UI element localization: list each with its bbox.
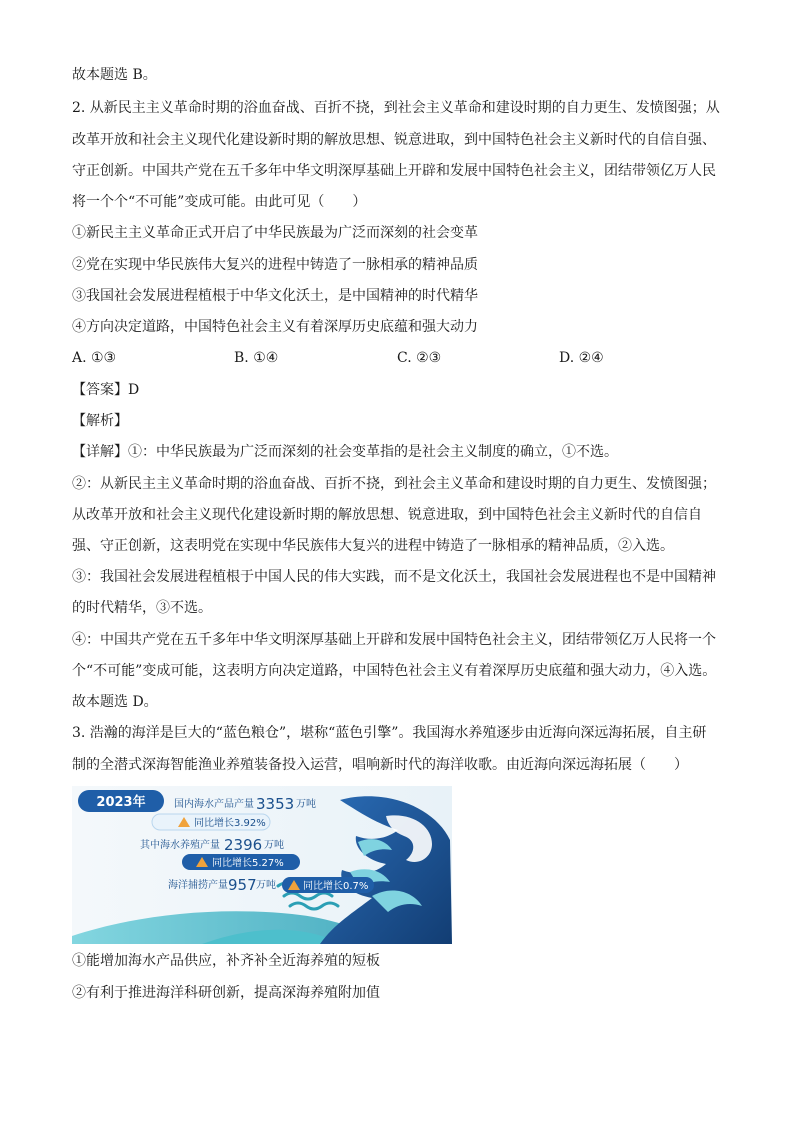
- option-a: A. ①③: [72, 350, 117, 366]
- detail-4: ④：中国共产党在五千多年中华文明深厚基础上开辟和发展中国特色社会主义，团结带领亿万人民将一个: [72, 632, 716, 648]
- answer: 【答案】D: [72, 382, 140, 398]
- detail-1: 【详解】①：中华民族最为广泛而深刻的社会变革指的是社会主义制度的确立，①不选。: [72, 444, 618, 460]
- detail-3: ③：我国社会发展进程植根于中国人民的伟大实践，而不是文化沃土，我国社会发展进程也不是中国精神: [72, 569, 716, 585]
- statement-2: ②有利于推进海洋科研创新，提高深海养殖附加值: [72, 985, 380, 1001]
- total-output-growth: 同比增长3.92%: [194, 818, 266, 829]
- text-line: 个“不可能”变成可能，这表明方向决定道路，中国特色社会主义有着深厚历史底蕴和强大动力，④入选。: [72, 663, 717, 679]
- marine-catch-value: 957: [228, 876, 257, 894]
- aquaculture-growth: 同比增长5.27%: [212, 858, 284, 869]
- text-line: 守正创新。中国共产党在五千多年中华文明深厚基础上开辟和发展中国特色社会主义，团结带领亿万人民: [72, 163, 716, 179]
- marine-catch-unit: 万吨: [256, 880, 276, 891]
- analysis-heading: 【解析】: [72, 413, 128, 429]
- aquaculture-label: 其中海水养殖产量: [140, 840, 220, 851]
- text-line: 故本题选 D。: [72, 694, 158, 710]
- text-line: 将一个个“不可能”变成可能。由此可见（ ）: [72, 194, 367, 210]
- detail-2: ②：从新民主主义革命时期的浴血奋战、百折不挠，到社会主义革命和建设时期的自力更生、发愤图强；: [72, 476, 716, 492]
- statement-1: ①能增加海水产品供应，补齐补全近海养殖的短板: [72, 953, 380, 969]
- text-line: 的时代精华，③不选。: [72, 600, 212, 616]
- marine-catch-label: 海洋捕捞产量: [168, 880, 228, 891]
- text-line: 改革开放和社会主义现代化建设新时期的解放思想、锐意进取，到中国特色社会主义新时代的自信自强、: [72, 132, 716, 148]
- total-output-value: 3353: [256, 795, 295, 813]
- seafood-output-infographic: [72, 786, 452, 944]
- aquaculture-unit: 万吨: [264, 840, 284, 851]
- option-d: D. ②④: [559, 350, 604, 366]
- text-line: 制的全潜式深海智能渔业养殖装备投入运营，唱响新时代的海洋收歌。由近海向深远海拓展（ ）: [72, 757, 688, 773]
- statement-4: ④方向决定道路，中国特色社会主义有着深厚历史底蕴和强大动力: [72, 319, 478, 335]
- text-line: 故本题选 B。: [72, 67, 157, 83]
- text-line: 强、守正创新，这表明党在实现中华民族伟大复兴的进程中铸造了一脉相承的精神品质，②入选。: [72, 538, 674, 554]
- question-2-stem: 2. 从新民主主义革命时期的浴血奋战、百折不挠，到社会主义革命和建设时期的自力更生、发愤图强；从: [72, 100, 720, 116]
- aquaculture-value: 2396: [224, 836, 263, 854]
- statement-1: ①新民主主义革命正式开启了中华民族最为广泛而深刻的社会变革: [72, 225, 478, 241]
- text-line: 从改革开放和社会主义现代化建设新时期的解放思想、锐意进取，到中国特色社会主义新时代的自信自: [72, 507, 702, 523]
- question-3-stem: 3. 浩瀚的海洋是巨大的“蓝色粮仓”，堪称“蓝色引擎”。我国海水养殖逐步由近海向深远海拓展，自主研: [72, 725, 707, 741]
- statement-2: ②党在实现中华民族伟大复兴的进程中铸造了一脉相承的精神品质: [72, 257, 478, 273]
- option-b: B. ①④: [234, 350, 279, 366]
- year-badge: [78, 790, 164, 812]
- total-output-label: 国内海水产品产量: [174, 799, 254, 810]
- total-output-unit: 万吨: [296, 799, 316, 810]
- option-c: C. ②③: [397, 350, 442, 366]
- year-label: 2023年: [96, 795, 146, 810]
- statement-3: ③我国社会发展进程植根于中华文化沃土，是中国精神的时代精华: [72, 288, 478, 304]
- marine-catch-growth: 同比增长0.7%: [303, 881, 369, 892]
